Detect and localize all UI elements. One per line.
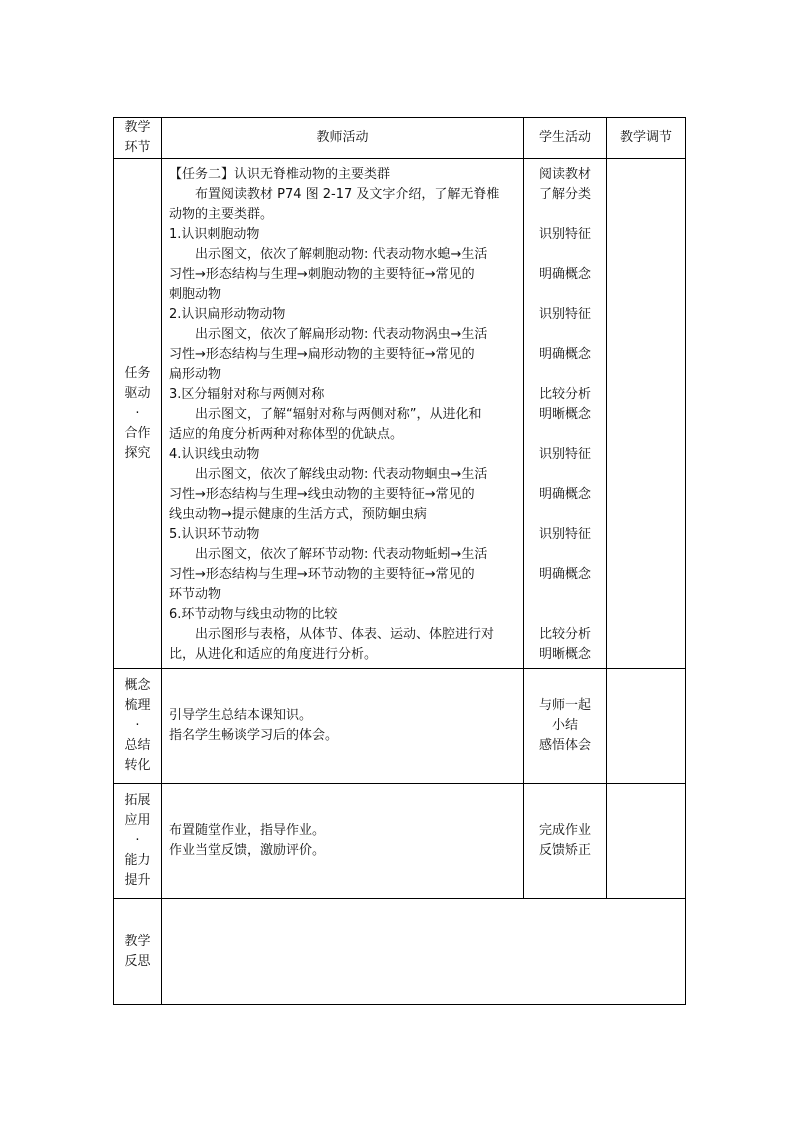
subheading: 1.认识刺胞动物 (169, 227, 260, 242)
student-line: 明确概念 (538, 267, 591, 282)
text-line: 环节动物 (169, 587, 222, 602)
text-line: 习性→形态结构与生理→刺胞动物的主要特征→常见的 (169, 267, 475, 282)
stage-line: 拓展 (124, 793, 151, 808)
student-line (524, 245, 606, 265)
student-line: 了解分类 (538, 187, 591, 202)
student-line: 明确概念 (538, 567, 591, 582)
stage-line: 教学 (124, 933, 151, 949)
stage-line: 转化 (124, 758, 151, 773)
student-line: 识别特征 (538, 447, 591, 462)
task-row (114, 159, 686, 669)
reflection-content-cell (162, 899, 686, 1005)
text-line: 指名学生畅谈学习后的体会。 (169, 728, 339, 743)
student-line (524, 365, 606, 385)
student-line: 完成作业 (538, 823, 591, 838)
stage-line: 任务 (124, 365, 151, 381)
header-stage-line: 环节 (124, 140, 151, 155)
student-line: 识别特征 (538, 227, 591, 242)
student-line (524, 205, 606, 225)
stage-line: · (135, 833, 140, 848)
task-adjust-cell (607, 159, 686, 669)
text-line: 习性→形态结构与生理→环节动物的主要特征→常见的 (169, 567, 475, 582)
stage-line: 探究 (124, 445, 151, 461)
student-line (524, 605, 606, 625)
text-line: 引导学生总结本课知识。 (169, 708, 313, 723)
text-line: 刺胞动物 (169, 287, 222, 302)
text-line: 线虫动物→提示健康的生活方式，预防蛔虫病 (169, 507, 427, 522)
text-line: 习性→形态结构与生理→线虫动物的主要特征→常见的 (169, 487, 475, 502)
student-line (524, 325, 606, 345)
student-line (524, 425, 606, 445)
extend-student-cell (524, 784, 607, 899)
stage-line: 能力 (124, 853, 151, 868)
student-line: 比较分析 (538, 387, 591, 402)
text-line: 出示图文，依次了解环节动物: 代表动物蚯蚓→生活 (195, 547, 488, 562)
text-line: 出示图文，依次了解线虫动物: 代表动物蛔虫→生活 (195, 467, 488, 482)
stage-line: 反思 (124, 953, 151, 969)
header-teacher-cell: 教师活动 (162, 118, 524, 159)
text-line: 出示图形与表格，从体节、体表、运动、体腔进行对 (195, 627, 495, 642)
student-line (524, 465, 606, 485)
stage-line: · (135, 718, 140, 733)
student-line: 明确概念 (538, 347, 591, 362)
text-line: 布置随堂作业，指导作业。 (169, 823, 326, 838)
student-line: 识别特征 (538, 527, 591, 542)
student-line: 感悟体会 (538, 738, 591, 753)
stage-line: · (135, 405, 140, 421)
text-line: 作业当堂反馈，激励评价。 (169, 843, 326, 858)
header-row (114, 118, 686, 159)
text-line: 适应的角度分析两种对称体型的优缺点。 (169, 427, 404, 442)
reflection-row (114, 899, 686, 1005)
lesson-plan-table (113, 117, 686, 1005)
student-line (524, 545, 606, 565)
text-line: 出示图文，了解“辐射对称与两侧对称”，从进化和 (195, 407, 482, 422)
student-line: 比较分析 (538, 627, 591, 642)
extend-row (114, 784, 686, 899)
student-line: 小结 (551, 718, 578, 733)
student-line (524, 285, 606, 305)
task-stage-cell (114, 159, 162, 669)
summary-stage-cell (114, 669, 162, 784)
stage-line: 总结 (124, 738, 151, 753)
header-adjust-cell: 教学调节 (607, 118, 686, 159)
subheading: 4.认识线虫动物 (169, 447, 260, 462)
student-line: 明确概念 (538, 487, 591, 502)
header-stage-line: 教学 (124, 120, 151, 135)
student-line: 明晰概念 (538, 407, 591, 422)
extend-adjust-cell (607, 784, 686, 899)
subheading: 2.认识扁形动物动物 (169, 307, 286, 322)
summary-row (114, 669, 686, 784)
student-line: 反馈矫正 (538, 843, 591, 858)
summary-teacher-cell (162, 669, 524, 784)
subheading: 3.区分辐射对称与两侧对称 (169, 387, 325, 402)
text-line: 动物的主要类群。 (169, 207, 274, 222)
stage-line: 提升 (124, 873, 151, 888)
header-student-cell: 学生活动 (524, 118, 607, 159)
text-line: 出示图文，依次了解刺胞动物: 代表动物水螅→生活 (195, 247, 488, 262)
text-line: 出示图文，依次了解扁形动物: 代表动物涡虫→生活 (195, 327, 488, 342)
stage-line: 合作 (124, 425, 151, 441)
text-line: 扁形动物 (169, 367, 222, 382)
stage-line: 应用 (124, 813, 151, 828)
task-teacher-cell (162, 159, 524, 669)
summary-adjust-cell (607, 669, 686, 784)
stage-line: 概念 (124, 678, 151, 693)
task-student-cell (524, 159, 607, 669)
extend-stage-cell (114, 784, 162, 899)
student-line: 与师一起 (538, 698, 591, 713)
extend-teacher-cell (162, 784, 524, 899)
student-line: 明晰概念 (538, 647, 591, 662)
student-line: 阅读教材 (538, 167, 591, 182)
text-line: 比，从进化和适应的角度进行分析。 (169, 647, 378, 662)
task-title: 【任务二】认识无脊椎动物的主要类群 (169, 167, 391, 182)
summary-student-cell (524, 669, 607, 784)
text-line: 布置阅读教材 P74 图 2-17 及文字介绍，了解无脊椎 (195, 187, 500, 202)
stage-line: 驱动 (124, 385, 151, 401)
header-stage-cell (114, 118, 162, 159)
reflection-stage-cell (114, 899, 162, 1005)
subheading: 5.认识环节动物 (169, 527, 260, 542)
student-line: 识别特征 (538, 307, 591, 322)
subheading: 6.环节动物与线虫动物的比较 (169, 607, 338, 622)
stage-line: 梳理 (124, 698, 151, 713)
student-line (524, 505, 606, 525)
text-line: 习性→形态结构与生理→扁形动物的主要特征→常见的 (169, 347, 475, 362)
student-line (524, 585, 606, 605)
